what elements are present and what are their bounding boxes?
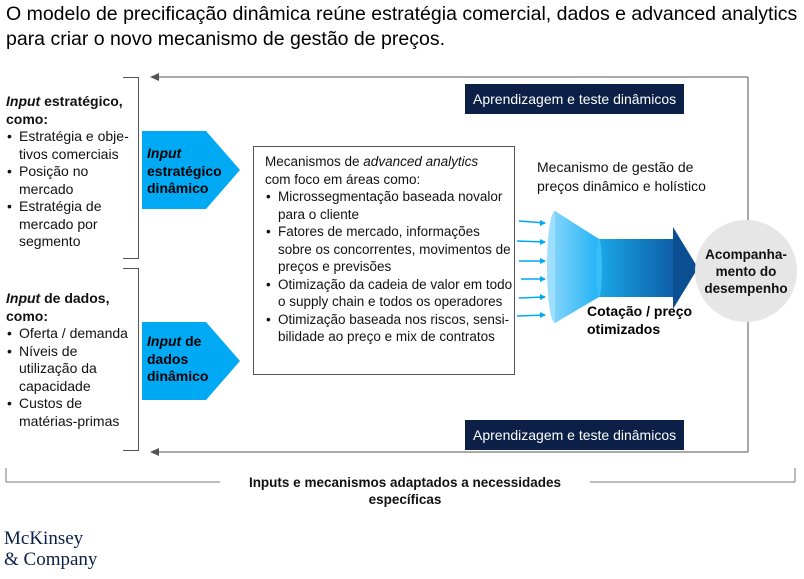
list-item: • Níveis de utilização da capacidade [6, 343, 138, 396]
list-item: • Otimização baseada nos riscos, sensi-bilidade ao preço e mix de contratos [265, 311, 513, 346]
data-arrow-label: Input de dados dinâmico [147, 333, 209, 384]
strategic-arrow-label: Input estratégico dinâmico [147, 145, 222, 196]
list-item: • Microssegmentação baseada novalor para o cliente [265, 188, 513, 223]
list-item: • Estratégia e obje-tivos comerciais [6, 128, 138, 163]
list-item: • Custos de matérias-primas [6, 395, 138, 430]
learning-bottom-box: Aprendizagem e teste dinâmicos [465, 420, 684, 450]
analytics-text [265, 153, 513, 346]
list-item: • Estratégia de mercado por segmento [6, 198, 138, 251]
list-item: • Posição no mercado [6, 163, 138, 198]
engine-label: Mecanismo de gestão de preços dinâmico e holístico [537, 159, 706, 194]
mckinsey-logo: McKinsey & Company [4, 528, 98, 570]
list-item: • Otimização da cadeia de valor em todo o supply chain e todos os operadores [265, 276, 513, 311]
arrowhead-icon [150, 73, 159, 81]
data-input-heading: Input de dados, como: [6, 290, 110, 324]
list-item: • Oferta / demanda [6, 325, 138, 343]
arrowhead-icon [150, 448, 159, 456]
learning-top-box: Aprendizagem e teste dinâmicos [465, 84, 684, 114]
list-item: • Fatores de mercado, informações sobre os concorrentes, movimentos de preços e previsões [265, 223, 513, 276]
analytics-subheading: com foco em áreas como: [265, 171, 421, 187]
monitoring-circle [695, 220, 797, 322]
monitoring-label: Acompanha-mento do desempenho [704, 246, 788, 296]
output-label: Cotação / preço otimizados [587, 303, 693, 337]
page-title: O modelo de precificação dinâmica reúne estratégia comercial, dados e advanced analytics para criar o novo mecanismo de gestão de preços. [6, 3, 798, 50]
analytics-list [265, 188, 513, 346]
analytics-heading: Mecanismos de advanced analytics [265, 154, 479, 169]
bottom-caption: Inputs e mecanismos adaptados a necessidades específicas [220, 474, 590, 508]
strategic-input-heading: Input estratégico, como: [6, 93, 123, 127]
